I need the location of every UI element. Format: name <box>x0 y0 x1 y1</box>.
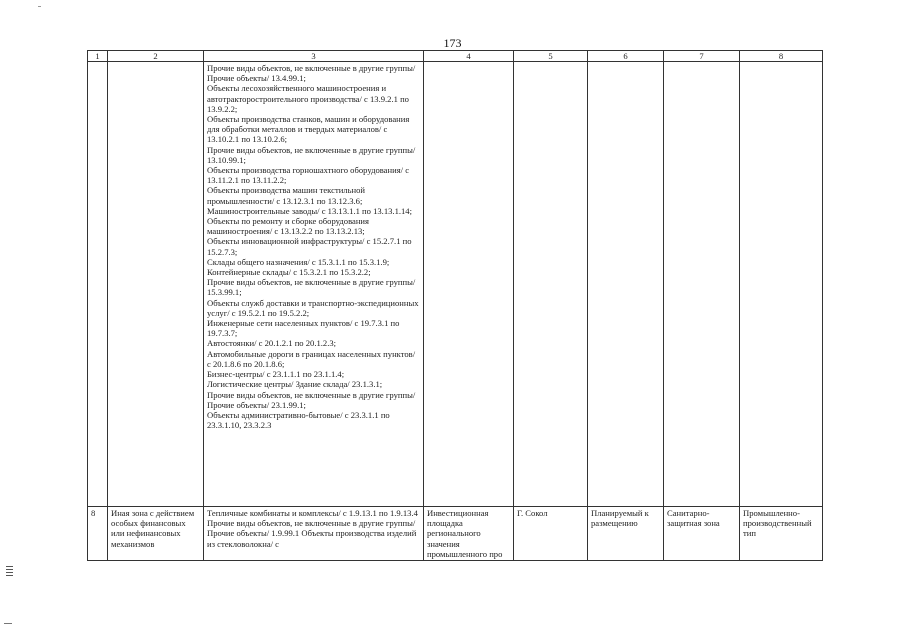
column-number: 5 <box>514 51 588 62</box>
binding-mark <box>4 623 12 624</box>
object-entry: Объекты производства станков, машин и оборудования для обработки металлов и твердых материалов/ с 13.10.2.1 по 13.10.2.6; <box>207 114 410 145</box>
cell-function: Промышленно-производственный тип <box>740 507 823 561</box>
object-entry: Тепличные комбинаты и комплексы/ с 1.9.13.1 по 1.9.13.4 <box>207 508 418 518</box>
object-entry: Инженерные сети населенных пунктов/ с 19.7.3.1 по 19.7.3.7; <box>207 318 400 339</box>
cell-location: Г. Сокол <box>514 507 588 561</box>
object-entry: Склады общего назначения/ с 15.3.1.1 по 15.3.1.9; <box>207 256 390 267</box>
cell-status: Планируемый к размещению <box>588 507 664 561</box>
object-entry: Прочие виды объектов, не включенные в другие группы/ 15.3.99.1; <box>207 277 416 298</box>
cell-num: 8 <box>88 507 108 561</box>
object-entry: Бизнес-центры/ с 23.1.1.1 по 23.1.1.4; <box>207 369 345 380</box>
cell-description <box>424 62 514 507</box>
binding-mark <box>6 572 13 573</box>
table-row-8 <box>88 507 823 561</box>
object-entry: Автомобильные дороги в границах населенных пунктов/ с 20.1.8.6 по 20.1.8.6; <box>207 348 416 369</box>
table-row-continuation <box>88 62 823 507</box>
object-entry: Объекты лесохозяйственного машиностроения и автотракторостроительного производства/ с 13.9.2.1 по 13.9.2.2; <box>207 83 409 114</box>
object-entry: Контейнерные склады/ с 15.3.2.1 по 15.3.2.2; <box>207 267 371 278</box>
cell-status <box>588 62 664 507</box>
cell-location <box>514 62 588 507</box>
binding-mark <box>6 569 13 570</box>
object-entry: Объекты административно-бытовые/ с 23.3.1.1 по 23.3.1.10, 23.3.2.3 <box>207 409 390 431</box>
cell-description: Инвестиционная площадка регионального значения промышленного про <box>424 507 514 561</box>
object-entry: Объекты служб доставки и транспортно-экспедиционных услуг/ с 19.5.2.1 по 19.5.2.2; <box>207 297 419 318</box>
object-entry: Машиностроительные заводы/ с 13.13.1.1 по 13.13.1.14; <box>207 205 412 216</box>
cell-objects <box>204 507 424 561</box>
column-number-row <box>88 51 823 62</box>
page-number: 173 <box>443 36 462 50</box>
document-table <box>87 50 823 561</box>
cell-zone <box>108 62 204 507</box>
object-entry: Прочие виды объектов, не включенные в другие группы/ 13.10.99.1; <box>207 144 416 165</box>
column-number: 7 <box>664 51 740 62</box>
object-entry: Объекты по ремонту и сборке оборудования машиностроения/ с 13.13.2.2 по 13.13.2.13; <box>207 216 369 237</box>
cell-restriction <box>664 62 740 507</box>
column-number: 8 <box>740 51 823 62</box>
column-number: 2 <box>108 51 204 62</box>
object-entry: Автостоянки/ с 20.1.2.1 по 20.1.2.3; <box>207 338 337 349</box>
cell-restriction: Санитарно-защитная зона <box>664 507 740 561</box>
cell-objects <box>204 62 424 507</box>
column-number: 6 <box>588 51 664 62</box>
cell-function <box>740 62 823 507</box>
binding-marks <box>6 566 13 578</box>
scan-mark <box>38 6 41 7</box>
object-entry: Объекты производства машин текстильной промышленности/ с 13.12.3.1 по 13.12.3.6; <box>207 185 366 206</box>
binding-mark <box>6 575 13 576</box>
object-entry: Объекты производства горношахтного оборудования/ с 13.11.2.1 по 13.11.2.2; <box>207 165 410 186</box>
cell-num <box>88 62 108 507</box>
object-entry: Прочие виды объектов, не включенные в другие группы/ Прочие объекты/ 13.4.99.1; <box>207 63 416 84</box>
column-number: 4 <box>424 51 514 62</box>
object-entry: Объекты инновационной инфраструктуры/ с 15.2.7.1 по 15.2.7.3; <box>207 236 412 257</box>
column-number: 3 <box>204 51 424 62</box>
object-entry: Прочие виды объектов, не включенные в другие группы/ Прочие объекты/ 23.1.99.1; <box>207 389 416 410</box>
object-entry: Прочие виды объектов, не включенные в другие группы/ Прочие объекты/ 1.9.99.1 Объекты производства изделий из стекловолокна/ с <box>207 518 417 549</box>
cell-zone: Иная зона с действием особых финансовых или нефинансовых механизмов <box>108 507 204 561</box>
column-number: 1 <box>88 51 108 62</box>
object-entry: Логистические центры/ Здание склада/ 23.1.3.1; <box>207 379 383 390</box>
binding-mark <box>6 566 13 567</box>
